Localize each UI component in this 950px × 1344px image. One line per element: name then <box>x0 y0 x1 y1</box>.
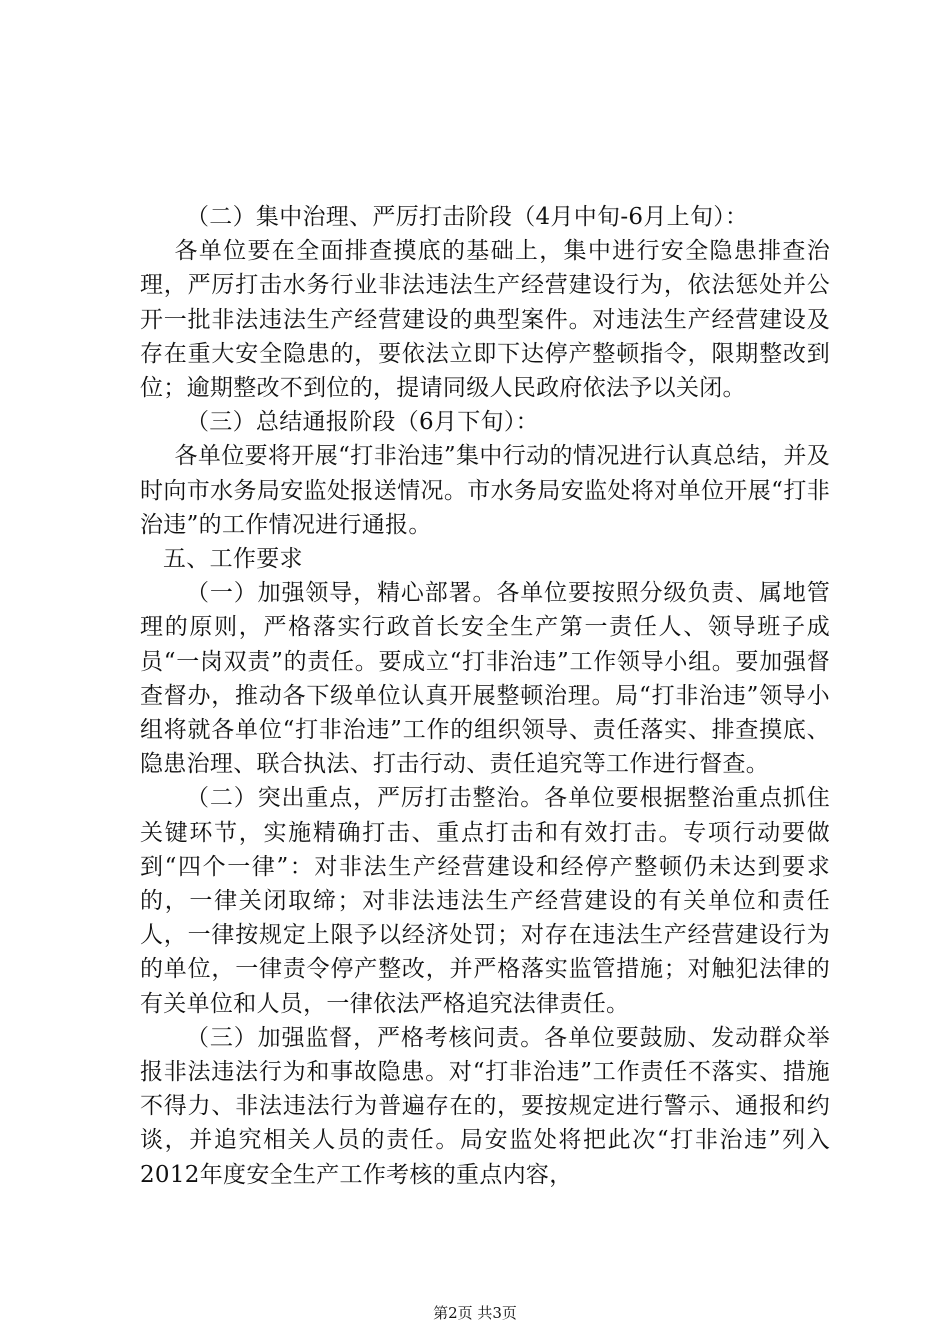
paragraph-requirement-three: （三）加强监督，严格考核问责。各单位要鼓励、发动群众举报非法违法行为和事故隐患。对“打非治违”工作责任不落实、措施不得力、非法违法行为普遍存在的，要按规定进行警示、通报和约谈，并追究相关人员的责任。局安监处将把此次“打非治违”列入2012年度安全生产工作考核的重点内容， <box>140 1024 830 1188</box>
page-number-footer: 第2页 共3页 <box>433 1304 517 1322</box>
section-heading-work-requirements: 五、工作要求 <box>163 546 303 573</box>
section-heading-stage-three: （三）总结通报阶段（6月下旬）： <box>186 409 539 436</box>
paragraph-requirement-one: （一）加强领导，精心部署。各单位要按照分级负责、属地管理的原则，严格落实行政首长安全生产第一责任人、领导班子成员“一岗双责”的责任。要成立“打非治违”工作领导小组。要加强督查督办，推动各下级单位认真开展整顿治理。局“打非治违”领导小组将就各单位“打非治违”工作的组织领导、责任落实、排查摸底、隐患治理、联合执法、打击行动、责任追究等工作进行督查。 <box>140 580 830 778</box>
document-body <box>140 200 830 1192</box>
paragraph-stage-three-body: 各单位要将开展“打非治违”集中行动的情况进行认真总结，并及时向市水务局安监处报送情况。市水务局安监处将对单位开展“打非治违”的工作情况进行通报。 <box>140 443 830 538</box>
paragraph-requirement-two: （二）突出重点，严厉打击整治。各单位要根据整治重点抓住关键环节，实施精确打击、重点打击和有效打击。专项行动要做到“四个一律”：对非法生产经营建设和经停产整顿仍未达到要求的，一律关闭取缔；对非法违法生产经营建设的有关单位和责任人，一律按规定上限予以经济处罚；对存在违法生产经营建设行为的单位，一律责令停产整改，并严格落实监管措施；对触犯法律的有关单位和人员，一律依法严格追究法律责任。 <box>140 785 830 1017</box>
section-heading-stage-two: （二）集中治理、严厉打击阶段（4月中旬-6月上旬）： <box>186 204 749 230</box>
paragraph-stage-two-body: 各单位要在全面排查摸底的基础上，集中进行安全隐患排查治理，严厉打击水务行业非法违法生产经营建设行为，依法惩处并公开一批非法违法生产经营建设的典型案件。对违法生产经营建设及存在重大安全隐患的，要依法立即下达停产整顿指令，限期整改到位；逾期整改不到位的，提请同级人民政府依法予以关闭。 <box>140 238 830 402</box>
